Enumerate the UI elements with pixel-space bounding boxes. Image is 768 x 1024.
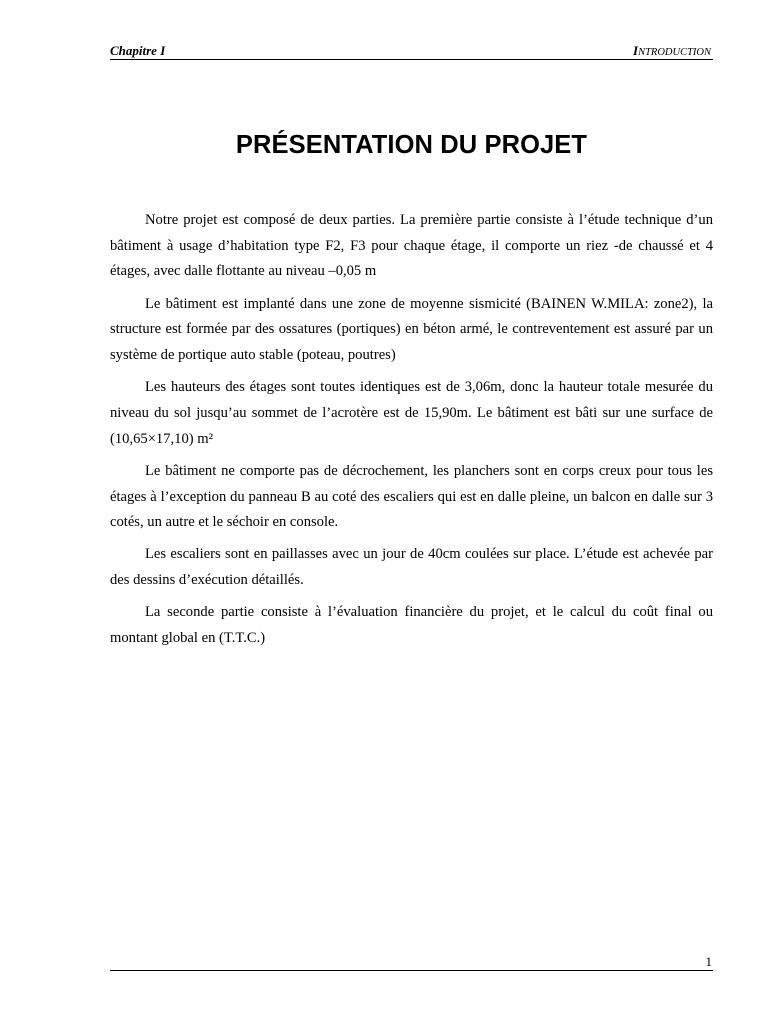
section-label bbox=[633, 43, 711, 61]
section-label-initial: I bbox=[633, 43, 639, 58]
paragraph-1: Notre projet est composé de deux parties. La première partie consiste à l’étude technique d’un bâtiment à usage d’habitation type F2, F3 pour chaque étage, il comporte un riez -de chaussé et 4 étages, avec dalle flottante au niveau –0,05 m bbox=[110, 212, 713, 280]
paragraph-5: Les escaliers sont en paillasses avec un jour de 40cm coulées sur place. L’étude est achevée par des dessins d’exécution détaillés. bbox=[110, 546, 713, 589]
page-header bbox=[110, 43, 713, 60]
page-number: 1 bbox=[705, 954, 712, 969]
body-text bbox=[110, 208, 713, 658]
paragraph-2: Le bâtiment est implanté dans une zone de moyenne sismicité (BAINEN W.MILA: zone2), la structure est formée par des ossatures (portiques) en béton armé, le contreventement est assuré par un système de portique auto stable (poteau, poutres) bbox=[110, 295, 713, 364]
paragraph-4: Le bâtiment ne comporte pas de décrochement, les planchers sont en corps creux pour tous les étages à l’exception du panneau B au coté des escaliers qui est en dalle pleine, un balcon en dalle sur 3 cotés, un autre et le séchoir en console. bbox=[110, 462, 713, 531]
paragraph-6: La seconde partie consiste à l’évaluation financière du projet, et le calcul du coût final ou montant global en (T.T.C.) bbox=[110, 604, 713, 647]
page-footer bbox=[110, 954, 713, 971]
page-title: PRÉSENTATION DU PROJET bbox=[235, 131, 588, 159]
section-label-rest: NTRODUCTION bbox=[638, 47, 711, 58]
paragraph-3: Les hauteurs des étages sont toutes identiques est de 3,06m, donc la hauteur totale mesurée du niveau du sol jusqu’au sommet de l’acrotère est de 15,90m. Le bâtiment est bâti sur une surface de (10,65×17,10) m² bbox=[110, 379, 713, 447]
chapter-label: Chapitre I bbox=[110, 43, 166, 58]
